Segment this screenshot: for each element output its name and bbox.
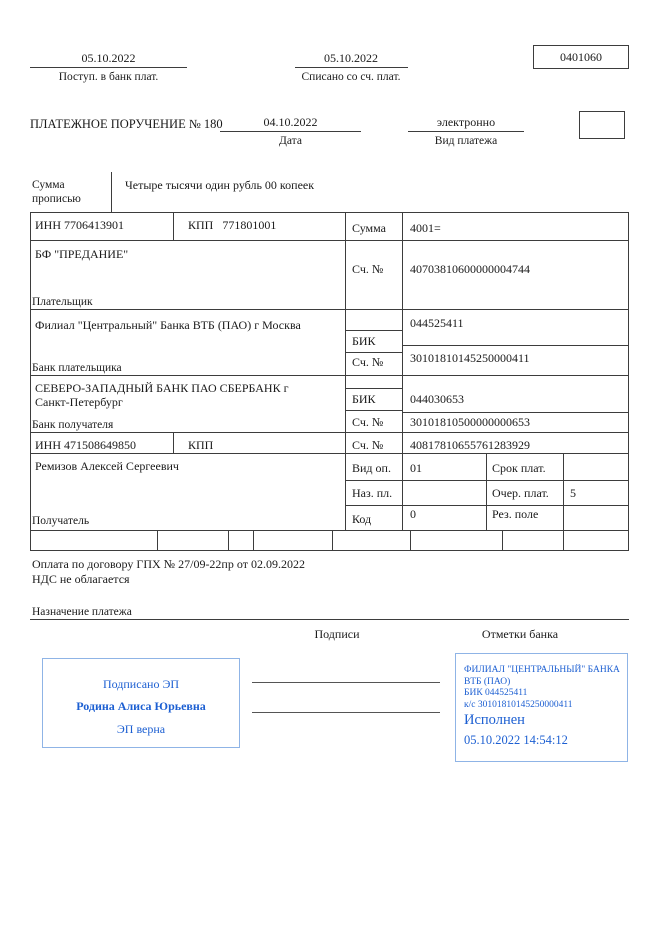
signature-stamp-line1: Подписано ЭП bbox=[102, 677, 180, 691]
table-line bbox=[111, 172, 112, 212]
payer-bank-name: Филиал "Центральный" Банка ВТБ (ПАО) г Москва bbox=[35, 318, 301, 332]
sum-label: Сумма bbox=[352, 221, 386, 235]
bank-stamp-line2: ВТБ (ПАО) bbox=[464, 676, 511, 687]
payer-inn: ИНН 7706413901 bbox=[35, 218, 124, 232]
table-line bbox=[228, 530, 229, 550]
table-line bbox=[30, 240, 629, 241]
ocher-plat-label: Очер. плат. bbox=[492, 486, 549, 500]
table-line bbox=[345, 352, 402, 353]
payer-kpp: КПП 771801001 bbox=[188, 218, 277, 232]
purpose-underline bbox=[30, 619, 629, 620]
beneficiary-bank-corr: 30101810500000000653 bbox=[410, 415, 530, 429]
signatures-label: Подписи bbox=[314, 627, 360, 641]
bank-stamp-line4: к/с 30101810145250000411 bbox=[464, 699, 573, 710]
ocher-plat-value: 5 bbox=[570, 486, 576, 500]
received-date: 05.10.2022 bbox=[81, 51, 136, 65]
payment-kind-underline bbox=[408, 131, 524, 132]
payer-account-label: Сч. № bbox=[352, 262, 384, 276]
received-date-label: Поступ. в банк плат. bbox=[58, 71, 159, 83]
bank-marks-label: Отметки банка bbox=[481, 627, 559, 641]
beneficiary-inn: ИНН 471508649850 bbox=[35, 438, 136, 452]
table-line bbox=[30, 550, 629, 551]
table-line bbox=[628, 212, 629, 550]
table-line bbox=[30, 375, 629, 376]
beneficiary-bank-label: Банк получателя bbox=[32, 419, 114, 431]
payer-bank-label: Банк плательщика bbox=[32, 362, 122, 374]
signature-stamp-name: Родина Алиса Юрьевна bbox=[76, 699, 206, 713]
table-line bbox=[402, 345, 629, 346]
table-line bbox=[563, 453, 564, 530]
vid-op-value: 01 bbox=[410, 461, 422, 475]
signature-stamp-box bbox=[42, 658, 240, 748]
table-line bbox=[30, 530, 629, 531]
beneficiary-label: Получатель bbox=[32, 515, 90, 527]
table-line bbox=[30, 432, 629, 433]
purpose-line1: Оплата по договору ГПХ № 27/09-22пр от 02.09.2022 bbox=[32, 557, 305, 571]
table-line bbox=[30, 309, 629, 310]
signature-line-2 bbox=[252, 712, 440, 713]
debited-date-label: Списано со сч. плат. bbox=[301, 71, 401, 83]
table-line bbox=[345, 330, 402, 331]
naz-pl-label: Наз. пл. bbox=[352, 486, 393, 500]
table-line bbox=[253, 530, 254, 550]
table-line bbox=[502, 530, 503, 550]
document-date-label: Дата bbox=[279, 135, 302, 147]
beneficiary-account-label: Сч. № bbox=[352, 438, 384, 452]
table-line bbox=[563, 530, 564, 550]
table-line bbox=[345, 388, 402, 389]
beneficiary-name: Ремизов Алексей Сергеевич bbox=[35, 459, 179, 473]
sum-value: 4001= bbox=[410, 221, 441, 235]
bank-stamp-status: Исполнен bbox=[464, 712, 525, 728]
table-line bbox=[30, 212, 629, 213]
debited-date-underline bbox=[295, 67, 408, 68]
form-code: 0401060 bbox=[560, 50, 602, 64]
document-date: 04.10.2022 bbox=[263, 115, 318, 129]
document-date-underline bbox=[220, 131, 361, 132]
kod-value: 0 bbox=[410, 507, 416, 521]
beneficiary-bank-name: СЕВЕРО-ЗАПАДНЫЙ БАНК ПАО СБЕРБАНК г Санкт-Петербург bbox=[35, 381, 289, 409]
table-line bbox=[173, 432, 174, 453]
table-line bbox=[30, 212, 31, 550]
purpose-label: Назначение платежа bbox=[32, 606, 132, 618]
bank-stamp-line1: ФИЛИАЛ "ЦЕНТРАЛЬНЫЙ" БАНКА bbox=[464, 665, 620, 675]
table-line bbox=[486, 453, 487, 530]
rez-pole-label: Рез. поле bbox=[492, 507, 539, 521]
table-line bbox=[173, 212, 174, 240]
bank-stamp-datetime: 05.10.2022 14:54:12 bbox=[464, 733, 568, 747]
payment-kind: электронно bbox=[436, 115, 496, 129]
vid-op-label: Вид оп. bbox=[352, 461, 391, 475]
table-line bbox=[410, 530, 411, 550]
table-line bbox=[402, 412, 629, 413]
bank-stamp-line3: БИК 044525411 bbox=[464, 688, 528, 698]
form-code-box bbox=[533, 45, 629, 69]
table-line bbox=[345, 505, 629, 506]
payer-name: БФ "ПРЕДАНИЕ" bbox=[35, 247, 129, 261]
payer-bank-bik: 044525411 bbox=[410, 316, 464, 330]
table-line bbox=[345, 410, 402, 411]
signature-stamp-line3: ЭП верна bbox=[116, 722, 166, 736]
payer-label: Плательщик bbox=[32, 296, 93, 308]
beneficiary-bank-bik-label: БИК bbox=[352, 392, 376, 406]
received-date-underline bbox=[30, 67, 187, 68]
payer-account: 40703810600000004744 bbox=[410, 262, 530, 276]
table-line bbox=[402, 212, 403, 530]
kod-label: Код bbox=[352, 512, 372, 526]
payment-kind-label: Вид платежа bbox=[434, 135, 498, 147]
table-line bbox=[345, 480, 629, 481]
amount-in-words: Четыре тысячи один рубль 00 копеек bbox=[125, 178, 315, 192]
payer-bank-corr: 30101810145250000411 bbox=[410, 351, 530, 365]
payer-status-box bbox=[579, 111, 625, 139]
beneficiary-kpp: КПП bbox=[188, 438, 214, 452]
table-line bbox=[157, 530, 158, 550]
beneficiary-bank-bik: 044030653 bbox=[410, 392, 464, 406]
payer-bank-bik-label: БИК bbox=[352, 334, 376, 348]
table-line bbox=[345, 212, 346, 530]
beneficiary-account: 40817810655761283929 bbox=[410, 438, 530, 452]
bank-stamp-box bbox=[455, 653, 628, 762]
table-line bbox=[332, 530, 333, 550]
debited-date: 05.10.2022 bbox=[324, 51, 378, 65]
amount-in-words-label: Сумма прописью bbox=[32, 179, 81, 205]
beneficiary-bank-corr-label: Сч. № bbox=[352, 415, 384, 429]
signature-line-1 bbox=[252, 682, 440, 683]
srok-plat-label: Срок плат. bbox=[492, 461, 546, 475]
payer-bank-corr-label: Сч. № bbox=[352, 355, 384, 369]
table-line bbox=[30, 453, 629, 454]
document-title: ПЛАТЕЖНОЕ ПОРУЧЕНИЕ № 180 bbox=[30, 117, 223, 131]
purpose-line2: НДС не облагается bbox=[32, 572, 130, 586]
